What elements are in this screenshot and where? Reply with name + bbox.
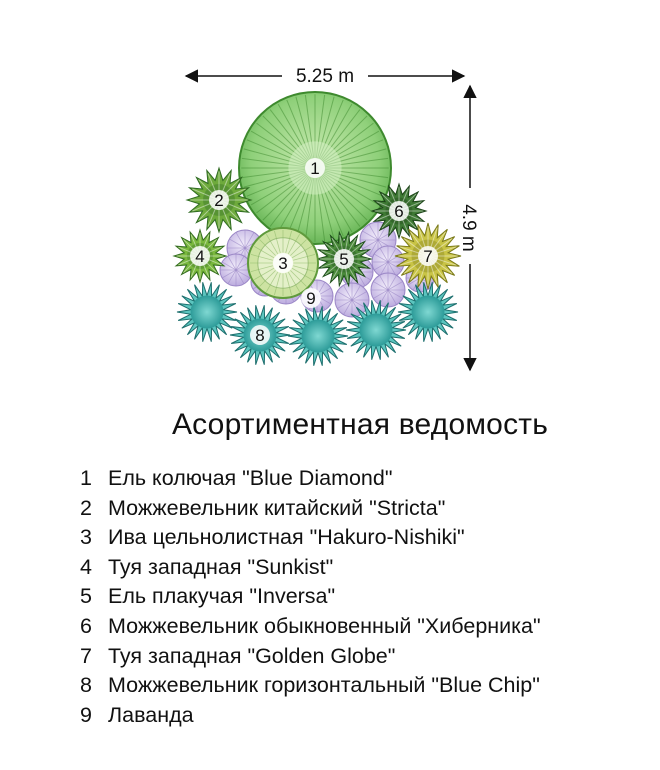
- lavender-plant-symbol: [335, 283, 369, 317]
- legend-item-text: Ива цельнолистная "Hakuro-Nishiki": [108, 525, 465, 550]
- plant-number-4: 4: [195, 247, 205, 266]
- legend-item-number: 6: [80, 613, 92, 638]
- legend-item: [80, 553, 541, 583]
- legend-item-text: Можжевельник китайский "Stricta": [108, 495, 446, 520]
- juniper-blue-chip-symbol: [177, 282, 237, 341]
- plant-number-2: 2: [214, 191, 224, 210]
- legend-item: [80, 582, 541, 612]
- plant-legend: [80, 464, 541, 730]
- juniper-blue-chip-symbol: [288, 306, 348, 365]
- legend-item: [80, 671, 541, 701]
- legend-item-number: 5: [80, 584, 92, 609]
- legend-item-text: Ель колючая "Blue Diamond": [108, 466, 393, 490]
- width-dimension: [186, 62, 464, 87]
- legend-item-number: 4: [80, 554, 92, 579]
- legend-title: Асортиментная ведомость: [171, 408, 549, 441]
- legend-item: [80, 464, 541, 494]
- width-label: 5.25 m: [295, 66, 355, 87]
- plant-number-1: 1: [310, 159, 320, 178]
- legend-item-number: 1: [80, 466, 92, 490]
- height-label: 4.9 m: [458, 204, 479, 252]
- legend-item-text: Можжевельник обыкновенный "Хиберника": [108, 613, 541, 638]
- plant-number-5: 5: [339, 250, 349, 269]
- height-dimension: [458, 86, 484, 370]
- plant-number-7: 7: [423, 247, 433, 266]
- legend-item: [80, 523, 541, 553]
- lavender-plant-symbol: [371, 273, 405, 307]
- legend-item: [80, 494, 541, 524]
- lavender-plant-symbol: [220, 254, 252, 286]
- legend-item-text: Лаванда: [108, 702, 194, 727]
- legend-item: [80, 642, 541, 672]
- legend-item-text: Туя западная "Sunkist": [108, 554, 334, 579]
- legend-item-number: 7: [80, 643, 92, 668]
- plant-number-6: 6: [394, 202, 404, 221]
- legend-item-number: 2: [80, 495, 92, 520]
- plant-number-9: 9: [306, 289, 316, 308]
- juniper-blue-chip-symbol: [398, 282, 458, 341]
- legend-item-text: Ель плакучая "Inversa": [108, 584, 336, 609]
- legend-item-text: Можжевельник горизонтальный "Blue Chip": [108, 673, 540, 698]
- plants-layer: [174, 92, 461, 366]
- legend-item-number: 9: [80, 702, 92, 727]
- legend-item: [80, 612, 541, 642]
- legend-item-number: 8: [80, 673, 92, 698]
- plant-number-8: 8: [255, 326, 265, 345]
- legend-item: [80, 701, 541, 731]
- legend-item-number: 3: [80, 525, 92, 550]
- plant-number-3: 3: [278, 254, 288, 273]
- legend-item-text: Туя западная "Golden Globe": [108, 643, 396, 668]
